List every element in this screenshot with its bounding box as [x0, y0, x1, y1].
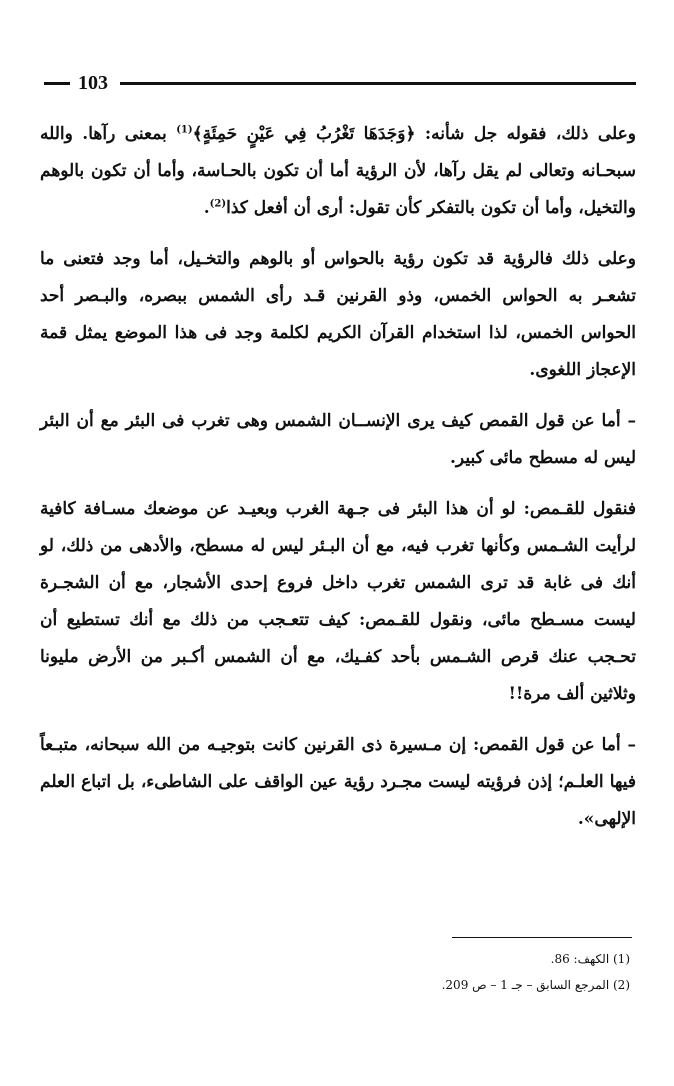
footnote-marker-2: (2) — [209, 198, 227, 210]
paragraph-2: وعلى ذلك فالرؤية قد تكون رؤية بالحواس أو بالوهم والتخـيل، أما وجد فتعنى ما تشعـر به الحواس الخمس، وذو القرنين قـد رأى الشمس ببصره، والبـصر أحد الحواس الخمس، لذا استخدام القرآن الكريم لكلمة وجد فى هذا الموضع يمثل قمة الإعجاز اللغوى. — [40, 249, 636, 380]
paragraph-5: – أما عن قول القمص: إن مـسيرة ذى القرنين كانت بتوجيـه من الله سبحانه، متبـعاً فيها العلـم؛ إذن فرؤيته ليست مجـرد رؤية عين الواقف على الشاطىء، بل اتباع العلم الإلهى». — [40, 735, 636, 829]
paragraph-1-end: . — [203, 198, 210, 218]
paragraph-4: فنقول للقـمص: لو أن هذا البئر فى جـهة الغرب وبعيـد عن موضعك مسـافة كافية لرأيت الشـمس وكأنها تغرب فيه، مع أن البـئر ليس له مسطح، والأدهى من ذلك، لو أنك فى غابة قد ترى الشمس تغرب داخل فروع إحدى الأشجار، مع أن الشجـرة ليست مسـطح مائى، ونقول للقـمص: كيف تتعـجب من ذلك مع أنك تستطيع أن تحـجب عنك قرص الشـمس بأحد كفـيك، مع أن الشمس أكـبر من الأرض مليونا وثلاثين ألف مرة!! — [40, 499, 636, 704]
paragraph-3: – أما عن قول القمص كيف يرى الإنســان الشمس وهى تغرب فى البئر مع أن البئر ليس له مسطح مائى كبير. — [40, 411, 636, 468]
page-header — [44, 70, 636, 98]
paragraph-1-body: بمعنى رآها. والله سبحـانه وتعالى لم يقل رآها، لأن الرؤية أما أن تكون بالحـاسة، وأما أن تكون بالوهم والتخيل، وأما أن تكون بالتفكر كأن تقول: أرى أن أفعل كذا — [40, 124, 636, 218]
footnote-1: (1) الكهف: 86. — [550, 952, 630, 966]
header-dash — [44, 82, 70, 85]
header-rule — [120, 82, 636, 85]
footnote-separator — [452, 937, 632, 938]
page-number: 103 — [78, 72, 108, 94]
footnote-2: (2) المرجع السابق – جـ 1 – ص 209. — [441, 978, 630, 992]
page-body — [40, 116, 636, 852]
paragraph-1 — [40, 116, 636, 227]
footnotes — [300, 946, 630, 998]
paragraph-1-intro: وعلى ذلك، فقوله جل شأنه: — [415, 124, 636, 144]
footnote-marker-1: (1) — [176, 124, 193, 136]
quran-quote: ﴿وَجَدَهَا تَغْرُبُ فِي عَيْنٍ حَمِئَةٍ﴾ — [192, 124, 416, 144]
